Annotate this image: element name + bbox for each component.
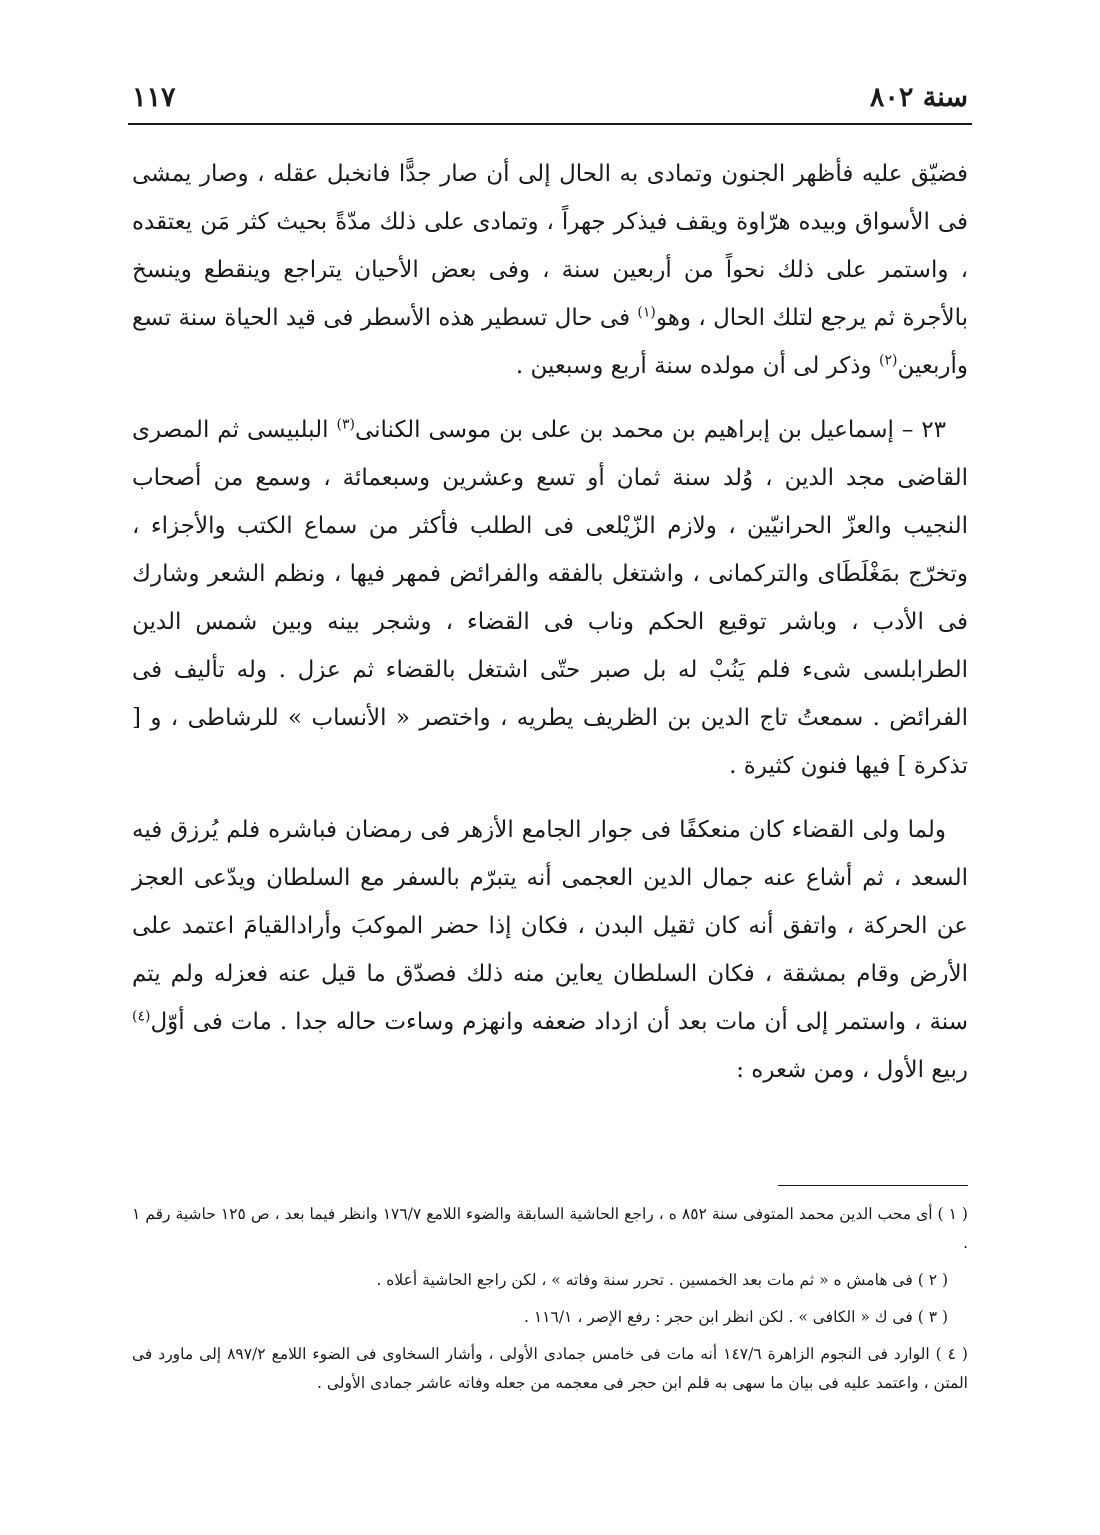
footnote-3	[132, 1303, 968, 1332]
footnote-3-mark: ( ٣ )	[917, 1308, 948, 1326]
entry-23-text: البلبيسى ثم المصرى القاضى مجد الدين ، وُلد سنة ثمان أو تسع وعشرين وسبعمائة ، وسمع من أصحاب النجيب والعزّ الحرانيّين ، ولازم الزّيْلعى فى الطلب فأكثر من سماع الكتب والأجزاء ، وتخرّج بمَغْلَطَاى والتركمانى ، واشتغل بالفقه والفرائض فمهر فيها ، ونظم الشعر وشارك فى الأدب ، وباشر توقيع الحكم وناب فى القضاء ، وشجر بينه وبين شمس الدين الطرابلسى شىء فلم يَنُبْ له بل صبر حتّى اشتغل بالقضاء ثم عزل . وله تأليف فى الفرائض . سمعتُ تاج الدين بن الظريف يطريه ، واختصر « الأنساب » للرشاطى ، و [ تذكرة ] فيها فنون كثيرة .	[132, 417, 968, 779]
footnote-ref-4: (٤)	[132, 1008, 151, 1025]
paragraph-1	[132, 150, 968, 390]
main-text	[132, 150, 968, 1110]
footnote-2-text: فى هامش ه « ثم مات بعد الخمسين . تحرر سنة وفاته » ، لكن راجع الحاشية أعلاه .	[376, 1271, 918, 1289]
page-number: ١١٧	[132, 82, 176, 113]
footnote-ref-1: (١)	[637, 304, 656, 321]
footnote-4-mark: ( ٤ )	[935, 1345, 968, 1363]
entry-23	[132, 406, 968, 790]
footnotes	[132, 1200, 968, 1406]
entry-23-heading: ٢٣ – إسماعيل بن إبراهيم بن محمد بن على بن موسى الكنانى	[354, 417, 947, 443]
footnote-rule	[778, 1185, 968, 1186]
footnote-4	[132, 1340, 968, 1398]
paragraph-3-text-b: ربيع الأول ، ومن شعره :	[736, 1057, 968, 1083]
footnote-4-text: الوارد فى النجوم الزاهرة ١٤٧/٦ أنه مات فى خامس جمادى الأولى ، وأشار السخاوى فى الضوء اللامع ٨٩٧/٢ إلى ماورد فى المتن ، واعتمد عليه فى بيان ما سهى به قلم ابن حجر فى معجمه من جعله وفاته عاشر جمادى الأولى .	[132, 1345, 968, 1392]
running-title: سنة ٨٠٢	[869, 82, 968, 113]
footnote-2-mark: ( ٢ )	[917, 1271, 948, 1289]
footnote-2	[132, 1266, 968, 1295]
page-header	[132, 82, 968, 120]
paragraph-3	[132, 806, 968, 1094]
footnote-1-mark: ( ١ )	[937, 1205, 968, 1223]
paragraph-3-text: ولما ولى القضاء كان منعكفًا فى جوار الجامع الأزهر فى رمضان فباشره فلم يُرزق فيه السعد ، ثم أشاع عنه جمال الدين العجمى أنه يتبرّم بالسفر مع السلطان ويدّعى العجز عن الحركة ، واتفق أنه كان ثقيل البدن ، فكان إذا حضر الموكبَ وأرادالقيامَ اعتمد على الأرض وقام بمشقة ، فكان السلطان يعاين منه ذلك فصدّق ما قيل عنه فعزله ولم يتم سنة ، واستمر إلى أن مات بعد أن ازداد ضعفه وانهزم وساءت حاله جدا . مات فى أوّل	[132, 817, 968, 1035]
footnote-ref-2: (٢)	[878, 352, 898, 369]
paragraph-1-text-c: وذكر لى أن مولده سنة أربع وسبعين .	[515, 353, 879, 379]
paragraph-1-text: فضيّق عليه فأظهر الجنون وتمادى به الحال إلى أن صار جدًّا فانخبل عقله ، وصار يمشى فى الأسواق وبيده هرّاوة ويقف فيذكر جهراً ، وتمادى على ذلك مدّةً بحيث كثر مَن يعتقده ، واستمر على ذلك نحواً من أربعين سنة ، وفى بعض الأحيان يتراجع وينقطع وينسخ بالأجرة ثم يرجع لتلك الحال ، وهو	[132, 161, 968, 331]
footnote-1-text: أى محب الدين محمد المتوفى سنة ٨٥٢ ه ، راجع الحاشية السابقة والضوء اللامع ١٧٦/٧ وانظر فيما بعد ، ص ١٢٥ حاشية رقم ١ .	[132, 1205, 968, 1252]
footnote-1	[132, 1200, 968, 1258]
paragraph-1-text-b: فى حال تسطير هذه الأسطر فى قيد الحياة سنة تسع وأربعين	[132, 305, 968, 379]
footnote-3-text: فى ك « الكافى » . لكن انظر ابن حجر : رفع الإصر ، ١١٦/١ .	[524, 1308, 918, 1326]
footnote-ref-3: (٣)	[336, 416, 355, 433]
header-rule	[128, 123, 972, 125]
